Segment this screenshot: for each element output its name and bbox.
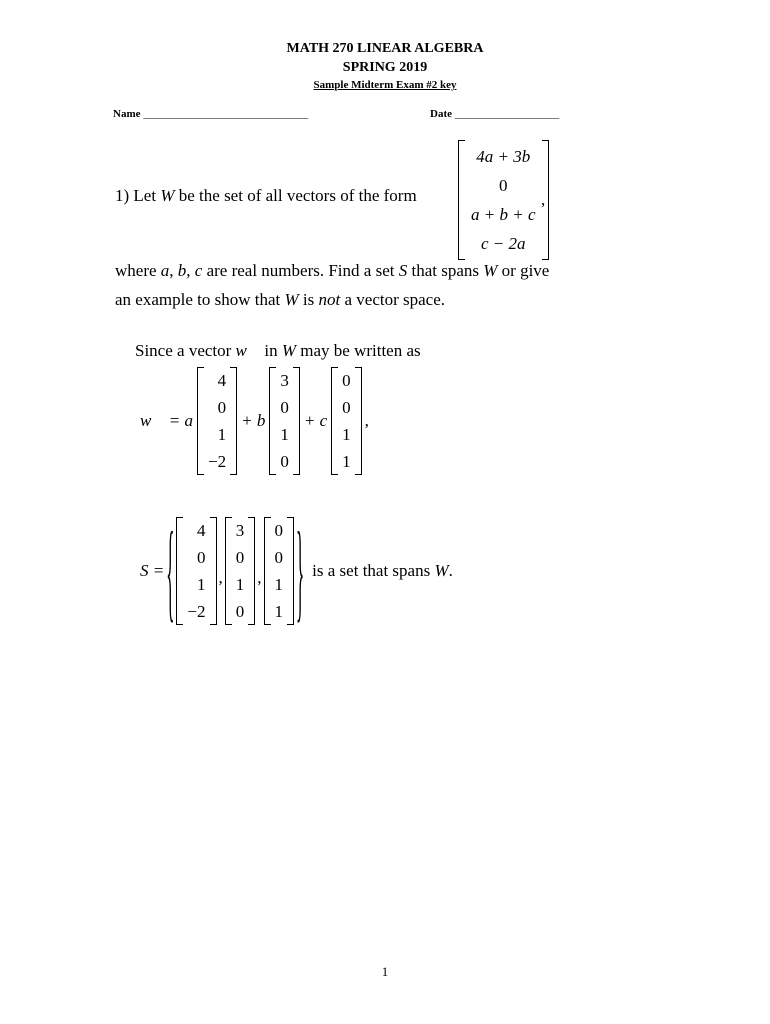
entry: 3 [235, 521, 245, 540]
vector-1 [197, 367, 237, 475]
date-line: ___________________ [454, 108, 560, 120]
course-title: MATH 270 LINEAR ALGEBRA [286, 41, 484, 56]
var-W: W [281, 341, 297, 360]
var-w-vector: w⃗ [235, 341, 261, 360]
set-separator: , [257, 568, 262, 587]
var-W: W [483, 261, 498, 280]
entry: 1 [274, 602, 283, 621]
date-field [430, 108, 559, 120]
entry: 1 [274, 575, 283, 594]
set-lhs: S = [140, 561, 165, 580]
problem-1-line-2 [115, 261, 549, 281]
entry: 3 [280, 371, 289, 390]
form-entry: 0 [499, 176, 508, 195]
form-entry: a + b + c [471, 205, 536, 224]
problem-1-intro [115, 186, 417, 206]
plus-b: + b [241, 411, 266, 430]
text: is [298, 290, 319, 309]
text: . [448, 561, 453, 580]
entry: 1 [217, 425, 227, 444]
var-W: W [160, 186, 175, 205]
entry: 0 [274, 548, 283, 567]
entry: 0 [197, 548, 206, 567]
entry: 0 [280, 452, 289, 471]
entry: 0 [280, 398, 289, 417]
form-comma: , [541, 190, 546, 209]
text: or give [497, 261, 550, 280]
text: an example to show that [115, 290, 285, 309]
entry: 4 [197, 521, 206, 540]
right-brace-icon: } [296, 509, 305, 633]
text: is a set that spans [312, 561, 435, 580]
entry: 0 [235, 602, 245, 621]
set-vector-1 [176, 517, 216, 625]
vector-2 [269, 367, 300, 475]
entry: 0 [274, 521, 283, 540]
var-S: S [398, 261, 408, 280]
entry: 1 [197, 575, 206, 594]
text: where [115, 261, 161, 280]
entry: 4 [217, 371, 227, 390]
left-brace-icon: { [166, 509, 175, 633]
form-entry: 4a + 3b [476, 147, 531, 166]
problem-1-number: 1) Let [115, 186, 161, 205]
text: a vector space. [340, 290, 446, 309]
page-number: 1 [381, 964, 389, 979]
entry: 0 [235, 548, 245, 567]
entry: 1 [235, 575, 245, 594]
linear-combination [140, 367, 369, 475]
set-separator: , [218, 568, 223, 587]
conclusion [312, 561, 453, 581]
entry: −2 [208, 452, 227, 471]
var-W: W [284, 290, 299, 309]
vector-3 [331, 367, 362, 475]
exam-title: Sample Midterm Exam #2 key [313, 79, 457, 91]
plus-c: + c [303, 411, 328, 430]
var-W: W [434, 561, 449, 580]
entry: 1 [342, 425, 351, 444]
entry: −2 [187, 602, 206, 621]
form-entry: c − 2a [480, 234, 526, 253]
entry: 0 [342, 398, 351, 417]
date-label: Date [430, 108, 452, 120]
entry: 0 [342, 371, 351, 390]
set-vector-3 [264, 517, 295, 625]
trailing-comma: , [364, 411, 369, 430]
form-vector [458, 140, 549, 260]
entry: 1 [342, 452, 351, 471]
equation-lhs: w⃗ = a [140, 411, 194, 430]
problem-1-text: be the set of all vectors of the form [174, 186, 417, 205]
left-bracket [458, 140, 465, 260]
name-label: Name [113, 108, 141, 120]
solution-intro [135, 341, 421, 361]
text: that spans [407, 261, 484, 280]
emphasis-not: not [318, 290, 341, 309]
text: Since a vector [135, 341, 236, 360]
term-title: SPRING 2019 [342, 60, 428, 75]
text: are real numbers. Find a set [202, 261, 399, 280]
problem-1-line-3 [115, 290, 445, 310]
entry: 1 [280, 425, 289, 444]
set-vector-2 [225, 517, 256, 625]
var-abc: a, b, c [160, 261, 203, 280]
spanning-set [140, 509, 453, 633]
text: in [260, 341, 282, 360]
entry: 0 [217, 398, 227, 417]
name-field [113, 108, 308, 120]
text: may be written as [296, 341, 421, 360]
name-line: ______________________________ [143, 108, 309, 120]
